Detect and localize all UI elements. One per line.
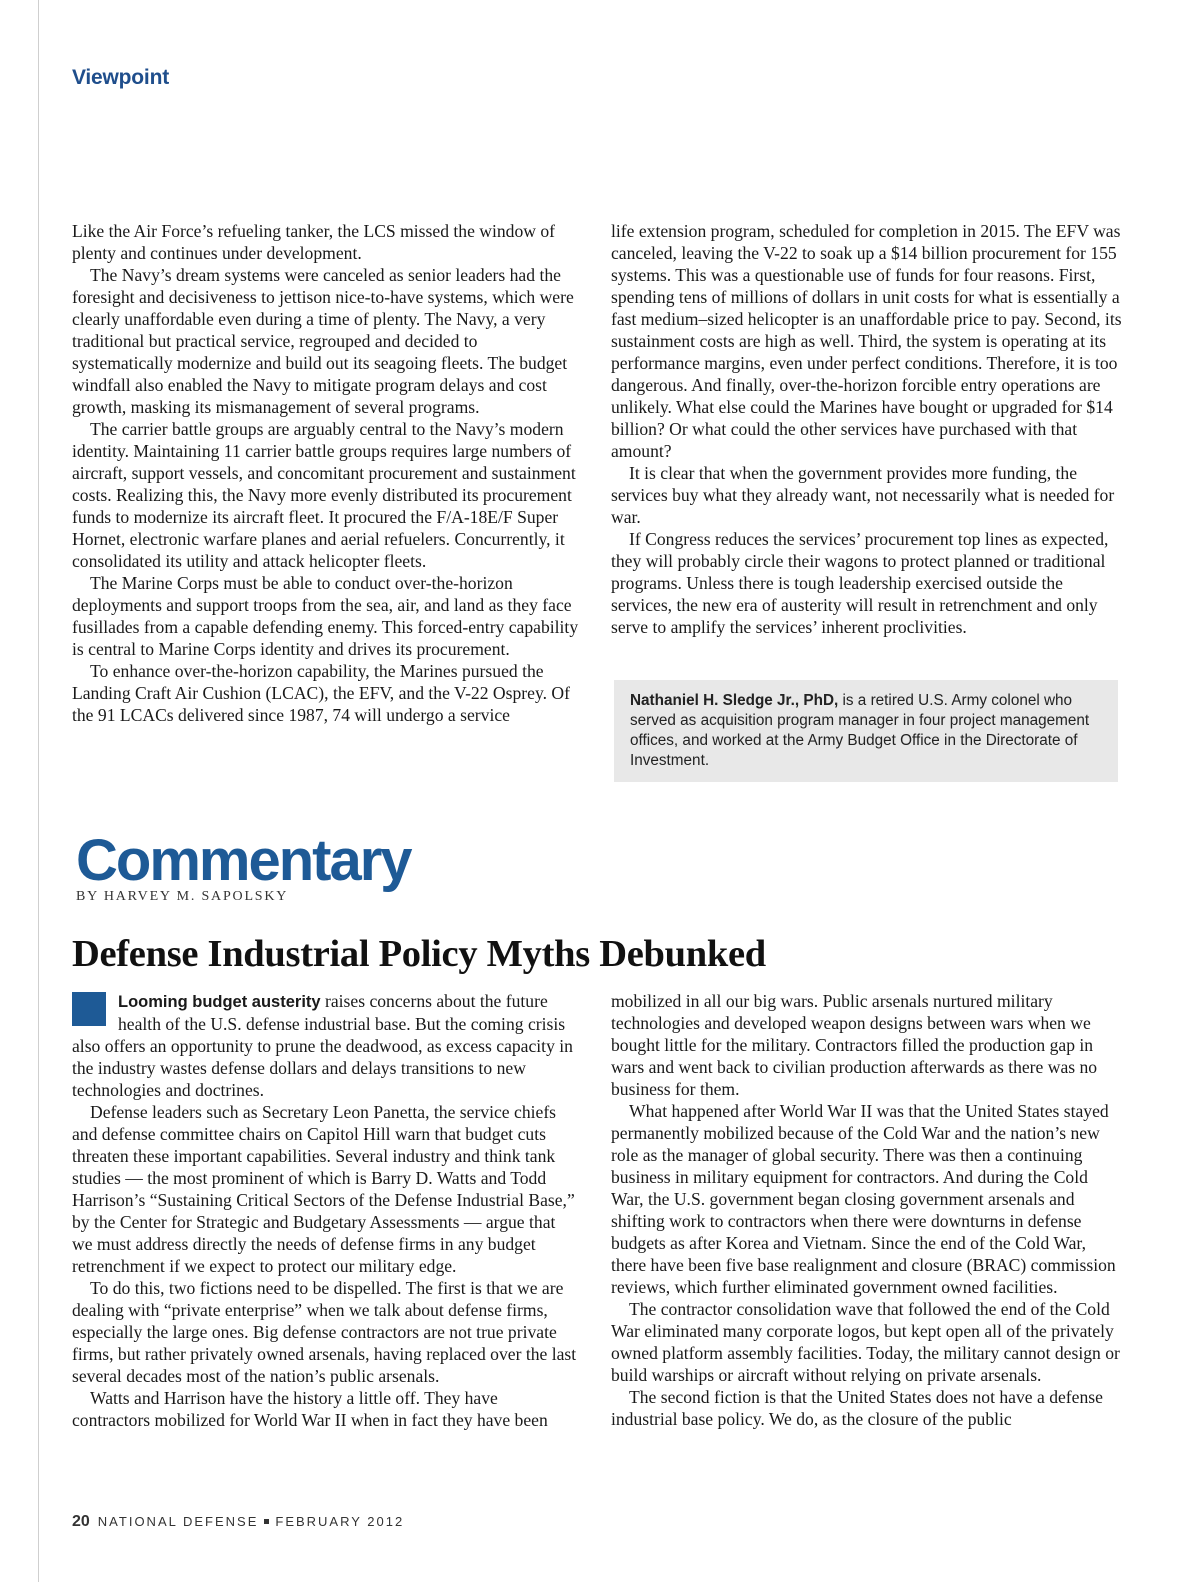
separator-square-icon <box>264 1519 269 1524</box>
paragraph: Watts and Harrison have the history a little off. They have contractors mobilized for World War II when in fact they have been <box>72 1388 548 1430</box>
paragraph: The contractor consolidation wave that followed the end of the Cold War eliminated many corporate logos, but kept open all of the privately owned platform assembly facilities. Today, the military cannot design or build warships or aircraft without relying on private arsenals. <box>611 1299 1120 1385</box>
paragraph: Defense leaders such as Secretary Leon Panetta, the service chiefs and defense committee chairs on Capitol Hill warn that budget cuts threaten these important capabilities. Several industry and think tank studies — the most prominent of which is Barry D. Watts and Todd Harrison’s “Sustaining Critical Sectors of the Defense Industrial Base,” by the Center for Strategic and Budgetary Assessments — argue that we must address directly the needs of defense firms in any budget retrenchment if we expect to protect our military edge. <box>72 1102 575 1276</box>
paragraph: To do this, two fictions need to be dispelled. The first is that we are dealing with “private enterprise” when we talk about defense firms, especially the large ones. Big defense contractors are not true private firms, but rather privately owned arsenals, having replaced over the last several decades most of the nation’s public arsenals. <box>72 1278 577 1386</box>
publication-name: NATIONAL DEFENSE <box>97 1514 259 1529</box>
byline: BY HARVEY M. SAPOLSKY <box>76 889 289 904</box>
paragraph: The Marine Corps must be able to conduct over-the-horizon deployments and support troops from the sea, air, and land as they face fusillades from a capable defending enemy. This forced-entry capability is central to Marine Corps identity and drives its procurement. <box>72 573 579 659</box>
paragraph: The Navy’s dream systems were canceled as senior leaders had the foresight and decisiveness to jettison nice-to-have systems, which were clearly unaffordable even during a time of plenty. The Navy, a very traditional but practical service, regrouped and decided to systematically modernize and build out its seagoing fleets. The budget windfall also enabled the Navy to mitigate program delays and cost growth, masking its mismanagement of several programs. <box>72 265 574 417</box>
paragraph: The carrier battle groups are arguably central to the Navy’s modern identity. Maintaining 11 carrier battle groups requires large numbers of aircraft, support vessels, and concomitant procurement and sustainment costs. Realizing this, the Navy more evenly distributed its procurement funds to modernize its aircraft fleet. It procured the F/A-18E/F Super Hornet, electronic warfare planes and aerial refuelers. Concurrently, it consolidated its utility and attack helicopter fleets. <box>72 419 576 571</box>
commentary-label: Commentary <box>76 828 411 893</box>
first-paragraph-text: raises concerns about the future health of the U.S. defense industrial base. But the coming crisis also offers an opportunity to prune the deadwood, as excess capacity in the industry wastes defense dollars and delays transitions to new technologies and doctrines. <box>72 991 573 1100</box>
lead-in: Looming budget austerity <box>118 993 321 1011</box>
page-margin-rule <box>38 0 39 1582</box>
first-paragraph <box>72 990 580 1101</box>
viewpoint-column-right <box>611 220 1123 638</box>
paragraph: life extension program, scheduled for completion in 2015. The EFV was canceled, leaving the V-22 to soak up a $14 billion procurement for 155 systems. This was a questionable use of funds for four reasons. First, spending tens of millions of dollars in unit costs for what is essentially a fast medium–sized helicopter is an unaffordable price to pay. Second, its sustainment costs are high as well. Third, the system is operating at its performance margins, even under perfect conditions. Therefore, it is too dangerous. And finally, over-the-horizon forcible entry operations are unlikely. What else could the Marines have bought or upgraded for $14 billion? Or what could the other services have purchased with that amount? <box>611 221 1122 461</box>
author-name: Nathaniel H. Sledge Jr., PhD, <box>630 692 839 709</box>
author-bio-text: is a retired U.S. Army colonel who served as acquisition program manager in four project management offices, and worked at the Army Budget Office in the Directorate of Investment. <box>630 692 1090 769</box>
page-number: 20 <box>72 1513 90 1530</box>
paragraph: What happened after World War II was that the United States stayed permanently mobilized because of the Cold War and the nation’s new role as the manager of global security. There was then a continuing business in military equipment for contractors. And during the Cold War, the U.S. government began closing government arsenals and shifting work to contractors when there were downturns in defense budgets as after Korea and Vietnam. Since the end of the Cold War, there have been five base realignment and closure (BRAC) commission reviews, which further eliminated government owned facilities. <box>611 1101 1116 1297</box>
paragraph: It is clear that when the government provides more funding, the services buy what they already want, not necessarily what is needed for war. <box>611 463 1115 527</box>
paragraph: The second fiction is that the United States does not have a defense industrial base policy. We do, as the closure of the public <box>611 1387 1103 1429</box>
page-footer <box>72 1513 404 1531</box>
author-bio-box <box>614 680 1118 782</box>
commentary-column-right <box>611 990 1123 1430</box>
issue-date: FEBRUARY 2012 <box>275 1514 405 1529</box>
paragraph: mobilized in all our big wars. Public arsenals nurtured military technologies and developed weapon designs between wars when we bought little for the military. Contractors filled the production gap in wars and went back to civilian production afterwards as there was no business for them. <box>611 991 1098 1099</box>
paragraph: Like the Air Force’s refueling tanker, the LCS missed the window of plenty and continues under development. <box>72 221 556 263</box>
paragraph: To enhance over-the-horizon capability, the Marines pursued the Landing Craft Air Cushion (LCAC), the EFV, and the V-22 Osprey. Of the 91 LCACs delivered since 1987, 74 will undergo a service <box>72 661 570 725</box>
section-label: Viewpoint <box>72 66 169 89</box>
viewpoint-column-left <box>72 220 580 726</box>
article-headline: Defense Industrial Policy Myths Debunked <box>72 933 766 975</box>
paragraph: If Congress reduces the services’ procurement top lines as expected, they will probably circle their wagons to protect planned or traditional programs. Unless there is tough leadership exercised outside the services, the new era of austerity will result in retrenchment and only serve to amplify the services’ inherent proclivities. <box>611 529 1109 637</box>
drop-square-icon <box>72 992 106 1026</box>
commentary-column-left <box>72 990 580 1431</box>
